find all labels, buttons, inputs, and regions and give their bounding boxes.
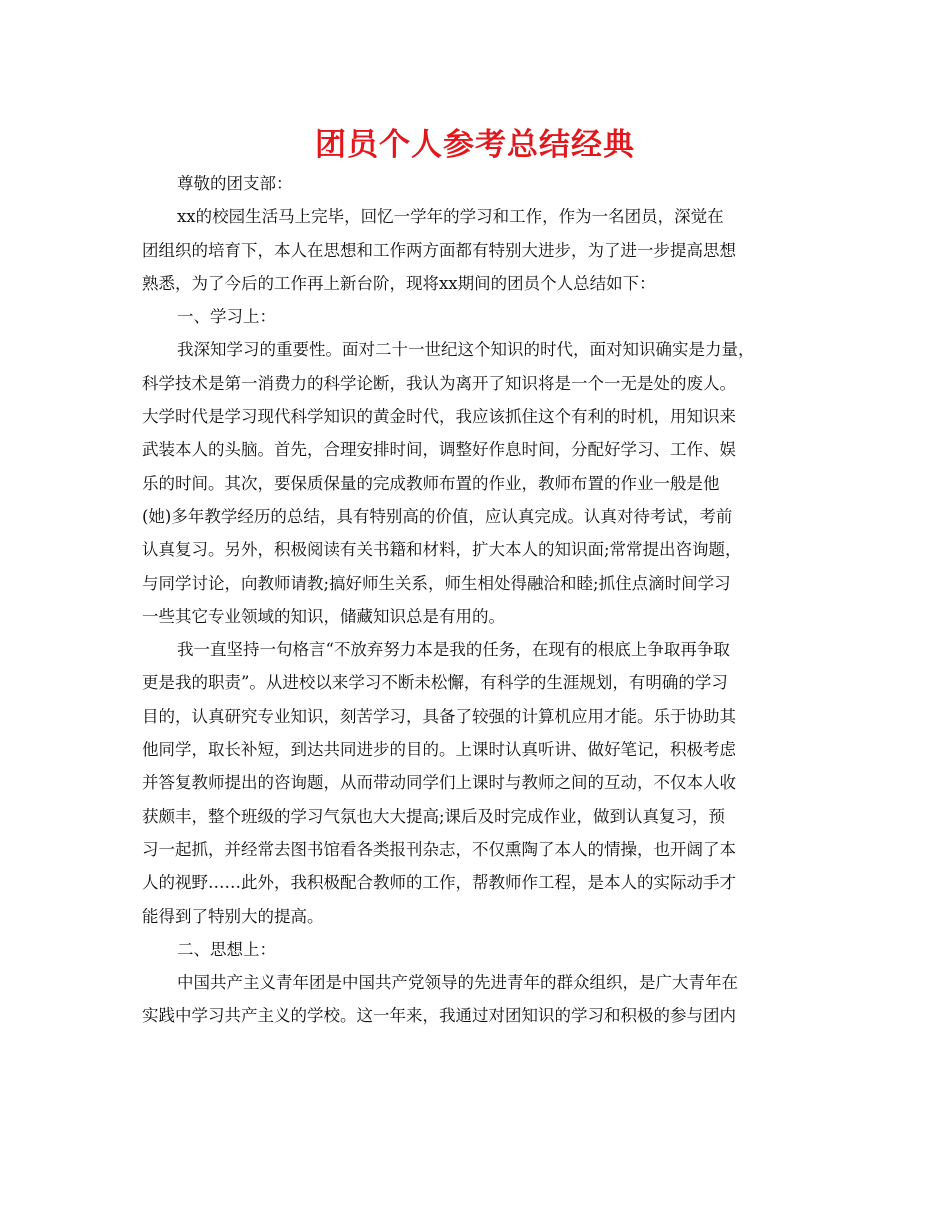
paragraph-line: 能得到了特别大的提高。 [142, 906, 324, 926]
salutation-line: 尊敬的团支部： [177, 174, 293, 193]
paragraph-line: 武装本人的头脑。首先，合理安排时间，调整好作息时间，分配好学习、工作、娱 [142, 440, 736, 460]
section-heading: 二、思想上： [177, 939, 276, 959]
paragraph-line: 目的，认真研究专业知识，刻苦学习，具备了较强的计算机应用才能。乐于协助其 [142, 706, 736, 726]
paragraph-line: 团组织的培育下，本人在思想和工作两方面都有特别大进步，为了进一步提高思想 [142, 240, 736, 260]
paragraph-line: 乐的时间。其次，要保质保量的完成教师布置的作业，教师布置的作业一般是他 [142, 473, 720, 493]
paragraph-line: 更是我的职责”。从进校以来学习不断未松懈，有科学的生涯规划，有明确的学习 [142, 673, 728, 693]
paragraph-line: 实践中学习共产主义的学校。这一年来，我通过对团知识的学习和积极的参与团内 [142, 1006, 736, 1026]
paragraph-line: 一些其它专业领域的知识，储藏知识总是有用的。 [142, 606, 505, 626]
paragraph-line: 科学技术是第一消费力的科学论断，我认为离开了知识将是一个一无是处的废人。 [142, 373, 736, 393]
paragraph-line: 他同学，取长补短，到达共同进步的目的。上课时认真听讲、做好笔记，积极考虑 [142, 740, 736, 760]
paragraph-line: 与同学讨论，向教师请教;搞好师生关系，师生相处得融洽和睦;抓住点滴时间学习 [142, 573, 731, 593]
paragraph-line: 并答复教师提出的咨询题，从而带动同学们上课时与教师之间的互动，不仅本人收 [142, 773, 736, 793]
paragraph-line: 大学时代是学习现代科学知识的黄金时代，我应该抓住这个有利的时机，用知识来 [142, 407, 736, 427]
document-title: 团员个人参考总结经典 [315, 127, 635, 163]
paragraph-line: 认真复习。另外，积极阅读有关书籍和材料，扩大本人的知识面;常常提出咨询题， [142, 540, 742, 560]
paragraph-line: 获颇丰，整个班级的学习气氛也大大提高;课后及时完成作业，做到认真复习，预 [142, 806, 726, 826]
paragraph-line: 我一直坚持一句格言“不放弃努力本是我的任务，在现有的根底上争取再争取 [177, 640, 730, 660]
paragraph-line: xx的校园生活马上完毕，回忆一学年的学习和工作，作为一名团员，深觉在 [177, 207, 724, 227]
section-heading: 一、学习上： [177, 307, 276, 327]
paragraph-line: 熟悉，为了今后的工作再上新台阶，现将xx期间的团员个人总结如下： [142, 273, 656, 293]
paragraph-line: 我深知学习的重要性。面对二十一世纪这个知识的时代，面对知识确实是力量， [177, 340, 755, 360]
paragraph-line: 人的视野……此外，我积极配合教师的工作，帮教师作工程，是本人的实际动手才 [142, 873, 736, 893]
paragraph-line: 习一起抓，并经常去图书馆看各类报刊杂志，不仅熏陶了本人的情操，也开阔了本 [142, 839, 736, 859]
document-body [142, 167, 814, 1033]
paragraph-line: (她)多年教学经历的总结，具有特别高的价值，应认真完成。认真对待考试，考前 [142, 506, 733, 526]
paragraph-line: 中国共产主义青年团是中国共产党领导的先进青年的群众组织，是广大青年在 [177, 973, 738, 993]
